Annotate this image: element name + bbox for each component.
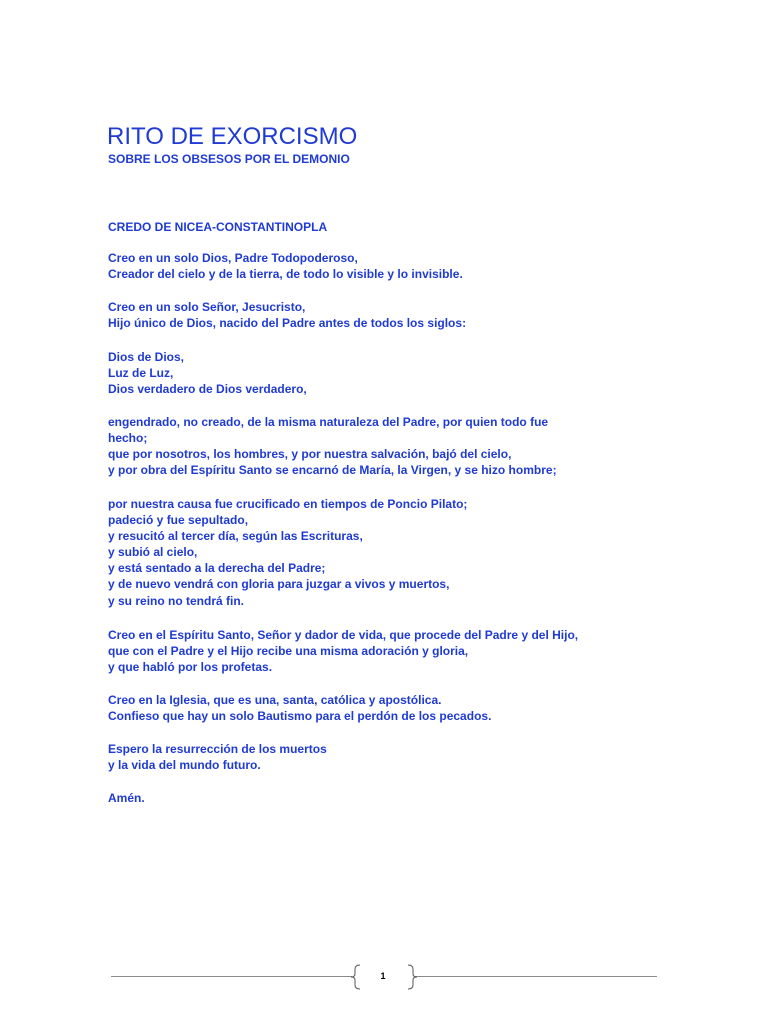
text-line: y subió al cielo, xyxy=(108,545,198,559)
text-line: y resucitó al tercer día, según las Escrituras, xyxy=(108,529,363,543)
text-line: Creo en el Espíritu Santo, Señor y dador de vida, que procede del Padre y del Hijo, xyxy=(108,628,579,642)
text-line: Dios de Dios, xyxy=(108,350,185,364)
text-line: Creador del cielo y de la tierra, de todo lo visible y lo invisible. xyxy=(108,267,463,281)
page-number: 1 xyxy=(380,971,386,981)
text-line: y su reino no tendrá fin. xyxy=(108,594,245,608)
text-line: y de nuevo vendrá con gloria para juzgar a vivos y muertos, xyxy=(108,577,450,591)
text-line: Luz de Luz, xyxy=(108,366,174,380)
text-line: padeció y fue sepultado, xyxy=(108,513,249,527)
text-line: Espero la resurrección de los muertos xyxy=(108,742,327,756)
text-line: Creo en un solo Señor, Jesucristo, xyxy=(108,300,306,314)
section-heading: CREDO DE NICEA-CONSTANTINOPLA xyxy=(108,220,328,234)
document-subtitle: SOBRE LOS OBSESOS POR EL DEMONIO xyxy=(108,152,350,166)
text-line: y está sentado a la derecha del Padre; xyxy=(108,561,326,575)
text-line: Hijo único de Dios, nacido del Padre antes de todos los siglos: xyxy=(108,316,467,330)
text-line: por nuestra causa fue crucificado en tiempos de Poncio Pilato; xyxy=(108,497,468,511)
text-line: hecho; xyxy=(108,431,148,445)
closing-amen: Amén. xyxy=(108,791,145,805)
footer-rule-right xyxy=(414,976,657,977)
document-title: RITO DE EXORCISMO xyxy=(107,123,358,150)
right-brace-icon xyxy=(406,964,418,990)
text-line: y que habló por los profetas. xyxy=(108,660,273,674)
text-line: y por obra del Espíritu Santo se encarnó de María, la Virgen, y se hizo hombre; xyxy=(108,463,557,477)
text-line: Dios verdadero de Dios verdadero, xyxy=(108,382,307,396)
footer-rule-left xyxy=(111,976,352,977)
text-line: que con el Padre y el Hijo recibe una misma adoración y gloria, xyxy=(108,644,469,658)
text-line: engendrado, no creado, de la misma naturaleza del Padre, por quien todo fue xyxy=(108,415,549,429)
text-line: y la vida del mundo futuro. xyxy=(108,758,261,772)
text-line: Creo en un solo Dios, Padre Todopoderoso, xyxy=(108,251,358,265)
text-line: Creo en la Iglesia, que es una, santa, católica y apostólica. xyxy=(108,693,442,707)
text-line: que por nosotros, los hombres, y por nuestra salvación, bajó del cielo, xyxy=(108,447,512,461)
text-line: Confieso que hay un solo Bautismo para el perdón de los pecados. xyxy=(108,709,492,723)
